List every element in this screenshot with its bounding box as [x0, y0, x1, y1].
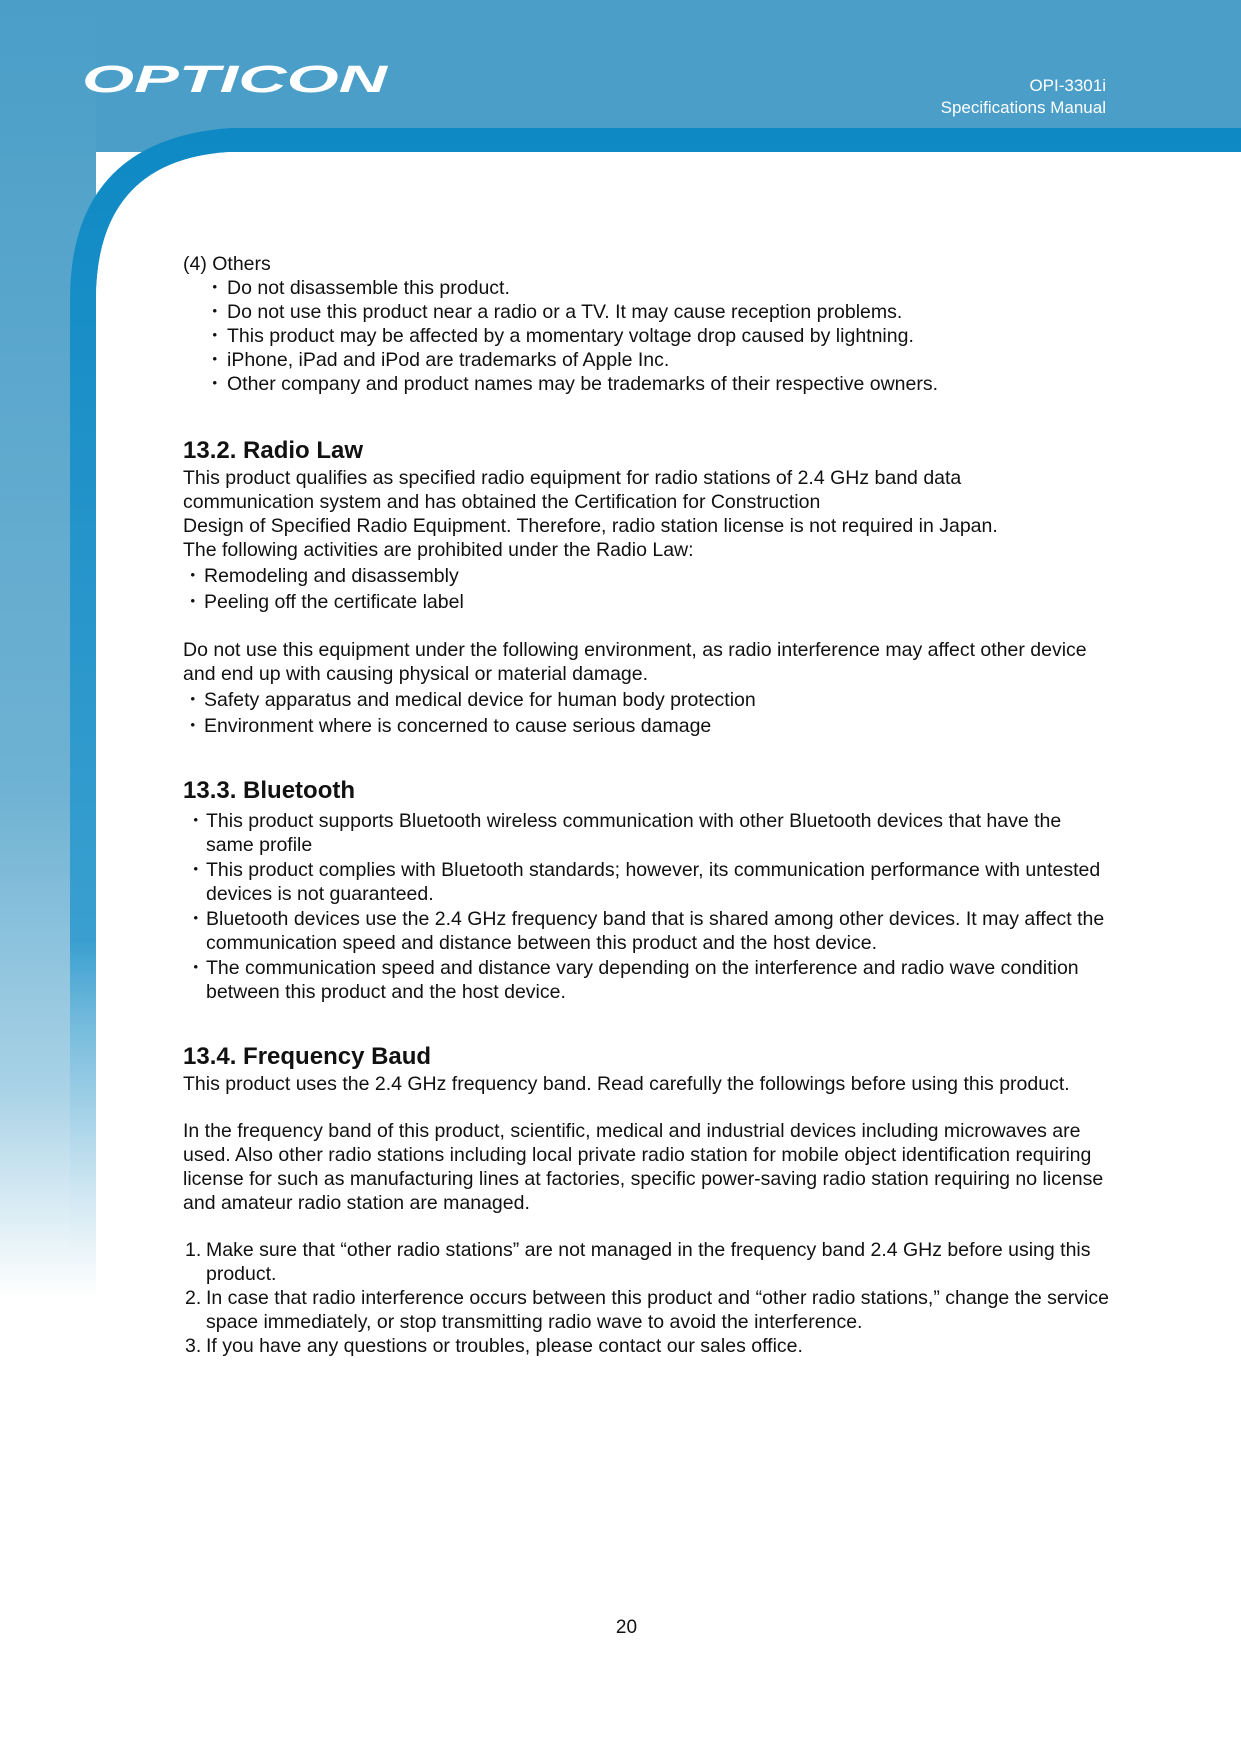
paragraph-line: The following activities are prohibited under the Radio Law:	[183, 539, 694, 561]
others-title: (4) Others	[183, 253, 271, 275]
environment-list	[183, 688, 1113, 738]
list-item: ・ Bluetooth devices use the 2.4 GHz frequency band that is shared among other devices. It may affect the communication speed and distance between this product and the host device.	[183, 907, 1113, 955]
section-title: 13.3. Bluetooth	[183, 777, 356, 804]
section-title: 13.4. Frequency Baud	[183, 1043, 432, 1070]
others-list	[183, 276, 1113, 396]
bluetooth-list	[183, 809, 1113, 1004]
prohibited-list	[183, 564, 1113, 614]
list-item: ・ Peeling off the certificate label	[183, 590, 1113, 614]
list-item: ・ iPhone, iPad and iPod are trademarks of Apple Inc.	[183, 348, 1113, 372]
list-item: ・ This product may be affected by a momentary voltage drop caused by lightning.	[183, 324, 1113, 348]
list-item	[183, 1238, 1113, 1286]
list-item	[183, 1286, 1113, 1334]
others-section	[183, 252, 1113, 396]
list-item	[183, 1334, 1113, 1358]
paragraph-line: This product qualifies as specified radio equipment for radio stations of 2.4 GHz band data	[183, 467, 962, 489]
section-title: 13.2. Radio Law	[183, 437, 364, 464]
logo-text: OPTICON	[82, 62, 390, 98]
frequency-section	[183, 1042, 1113, 1358]
radio-law-section	[183, 436, 1113, 738]
paragraph: In the frequency band of this product, scientific, medical and industrial devices including microwaves are used. Also other radio stations including local private radio station for mobile object identification requiring license for such as manufacturing lines at factories, specific power-saving radio station requiring no license and amateur radio station are managed.	[183, 1120, 1104, 1214]
header-meta	[941, 75, 1106, 119]
step-text: In case that radio interference occurs between this product and “other radio stations,” change the service space immediately, or stop transmitting radio wave to avoid the interference.	[206, 1287, 1109, 1333]
step-number: 2.	[185, 1287, 202, 1309]
list-item: ・ Environment where is concerned to cause serious damage	[183, 714, 1113, 738]
list-item: ・ This product supports Bluetooth wireless communication with other Bluetooth devices that have the same profile	[183, 809, 1113, 857]
document-title: Specifications Manual	[940, 98, 1106, 117]
logo-image	[82, 62, 392, 98]
paragraph: This product uses the 2.4 GHz frequency band. Read carefully the followings before using this product.	[183, 1073, 1070, 1095]
model-number: OPI-3301i	[1029, 76, 1106, 95]
list-item: ・ Other company and product names may be trademarks of their respective owners.	[183, 372, 1113, 396]
step-text: If you have any questions or troubles, please contact our sales office.	[206, 1335, 803, 1357]
paragraph-line: communication system and has obtained the Certification for Construction	[183, 491, 821, 513]
page-number: 20	[615, 1617, 638, 1638]
step-number: 1.	[185, 1239, 202, 1261]
paragraph: Do not use this equipment under the following environment, as radio interference may affect other device and end up with causing physical or material damage.	[183, 639, 1087, 685]
page-content	[183, 252, 1113, 1358]
steps-list	[183, 1238, 1113, 1358]
step-number: 3.	[185, 1335, 202, 1357]
step-text: Make sure that “other radio stations” are not managed in the frequency band 2.4 GHz before using this product.	[206, 1239, 1091, 1285]
paragraph-line: Design of Specified Radio Equipment. Therefore, radio station license is not required in Japan.	[183, 515, 998, 537]
list-item: ・ This product complies with Bluetooth standards; however, its communication performance with untested devices is not guaranteed.	[183, 858, 1113, 906]
list-item: ・ Do not disassemble this product.	[183, 276, 1113, 300]
opticon-logo	[82, 62, 392, 103]
list-item: ・ Safety apparatus and medical device for human body protection	[183, 688, 1113, 712]
bluetooth-section	[183, 776, 1113, 1004]
list-item: ・ The communication speed and distance vary depending on the interference and radio wave condition between this product and the host device.	[183, 956, 1113, 1004]
list-item: ・ Do not use this product near a radio or a TV. It may cause reception problems.	[183, 300, 1113, 324]
list-item: ・ Remodeling and disassembly	[183, 564, 1113, 588]
